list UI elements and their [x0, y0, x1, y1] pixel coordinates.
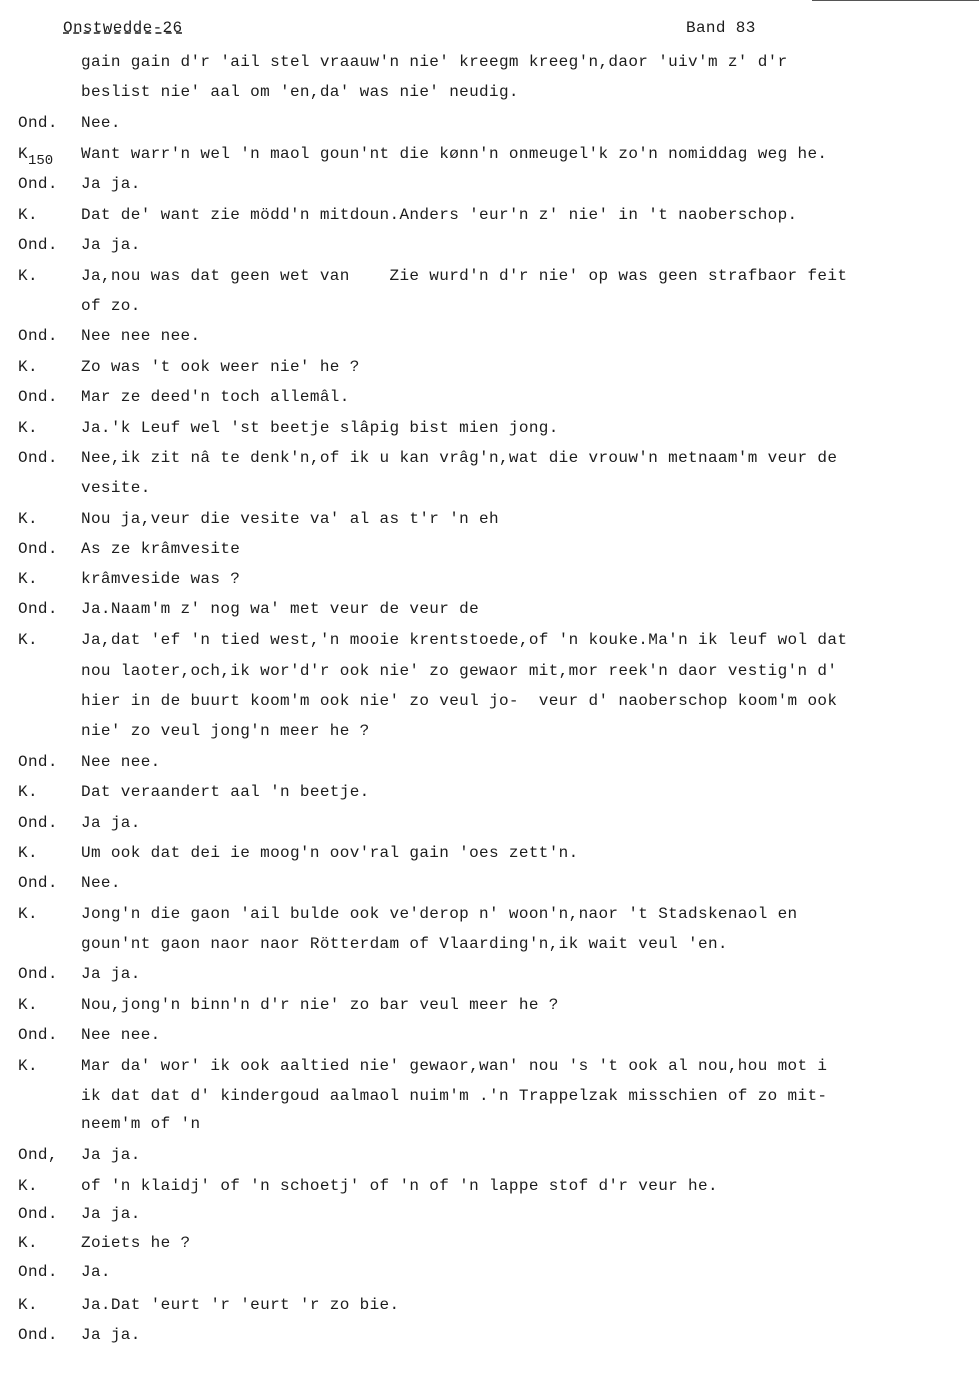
transcript-line	[0, 358, 979, 380]
speaker-label: Ond.	[18, 814, 58, 832]
transcript-line	[0, 510, 979, 532]
transcript-line	[0, 1177, 979, 1199]
transcript-line	[0, 1057, 979, 1079]
transcript-line	[0, 175, 979, 197]
transcript-line	[0, 114, 979, 136]
speaker-label: Ond.	[18, 600, 58, 618]
utterance-text: Dat veraandert aal 'n beetje.	[81, 783, 370, 801]
speaker-label: Ond.	[18, 449, 58, 467]
transcript-line	[0, 905, 979, 927]
utterance-text: nie' zo veul jong'n meer he ?	[81, 722, 370, 740]
transcript-line	[0, 1234, 979, 1256]
document-title: Onstwedde-26	[63, 19, 183, 37]
utterance-text: goun'nt gaon naor naor Rötterdam of Vlaarding'n,ik wait veul 'en.	[81, 935, 728, 953]
speaker-label: K.	[18, 1057, 38, 1075]
transcript-line	[0, 631, 979, 653]
speaker-label: K.	[18, 631, 38, 649]
utterance-text: Ja,nou was dat geen wet van Zie wurd'n d'r nie' op was geen strafbaor feit	[81, 267, 848, 285]
speaker-label: K.	[18, 1234, 38, 1252]
transcript-line	[0, 814, 979, 836]
utterance-text: nou laoter,och,ik wor'd'r ook nie' zo gewaor mit,mor reek'n daor vestig'n d'	[81, 662, 838, 680]
transcript-line	[0, 844, 979, 866]
utterance-text: krâmveside was ?	[81, 570, 241, 588]
utterance-text: Ja ja.	[81, 236, 141, 254]
speaker-label: K150	[18, 145, 54, 169]
transcript-line	[0, 53, 979, 75]
speaker-label: K.	[18, 206, 38, 224]
utterance-text: Zo was 't ook weer nie' he ?	[81, 358, 360, 376]
transcript-line	[0, 722, 979, 744]
speaker-label: Ond.	[18, 114, 58, 132]
speaker-label: Ond.	[18, 175, 58, 193]
utterance-text: Ja.	[81, 1263, 111, 1281]
speaker-label: K.	[18, 1177, 38, 1195]
utterance-text: Nee,ik zit nâ te denk'n,of ik u kan vrâg'n,wat die vrouw'n metnaam'm veur de	[81, 449, 838, 467]
transcript-line	[0, 996, 979, 1018]
transcript-line	[0, 1146, 979, 1168]
speaker-label: K.	[18, 905, 38, 923]
transcript-line	[0, 419, 979, 441]
transcript-line	[0, 1115, 979, 1137]
transcript-line	[0, 753, 979, 775]
transcript-line	[0, 236, 979, 258]
utterance-text: Ja ja.	[81, 965, 141, 983]
transcript-line	[0, 145, 979, 167]
speaker-label: Ond.	[18, 388, 58, 406]
transcript-line	[0, 874, 979, 896]
utterance-text: ik dat dat d' kindergoud aalmaol nuim'm .'n Trappelzak misschien of zo mit-	[81, 1087, 828, 1105]
transcript-line	[0, 662, 979, 684]
speaker-label: Ond.	[18, 1205, 58, 1223]
utterance-text: Ja,dat 'ef 'n tied west,'n mooie krentstoede,of 'n kouke.Ma'n ik leuf wol dat	[81, 631, 848, 649]
utterance-text: Nou ja,veur die vesite va' al as t'r 'n eh	[81, 510, 499, 528]
utterance-text: Ja ja.	[81, 814, 141, 832]
utterance-text: of 'n klaidj' of 'n schoetj' of 'n of 'n lappe stof d'r veur he.	[81, 1177, 718, 1195]
transcript-line	[0, 1326, 979, 1348]
transcript-line	[0, 83, 979, 105]
speaker-label: Ond.	[18, 1263, 58, 1281]
speaker-label: Ond.	[18, 753, 58, 771]
transcript-line	[0, 935, 979, 957]
speaker-label: Ond.	[18, 327, 58, 345]
utterance-text: Nee nee.	[81, 1026, 161, 1044]
utterance-text: Nee nee nee.	[81, 327, 201, 345]
band-number: Band 83	[686, 19, 756, 37]
speaker-label: K.	[18, 267, 38, 285]
speaker-label: K.	[18, 419, 38, 437]
speaker-label: K.	[18, 996, 38, 1014]
transcript-line	[0, 449, 979, 471]
transcript-line	[0, 1087, 979, 1109]
utterance-text: Ja ja.	[81, 175, 141, 193]
speaker-label: Ond,	[18, 1146, 58, 1164]
utterance-text: Nee nee.	[81, 753, 161, 771]
utterance-text: Want warr'n wel 'n maol goun'nt die kønn'n onmeugel'k zo'n nomiddag weg he.	[81, 145, 828, 163]
speaker-label: Ond.	[18, 965, 58, 983]
utterance-text: Ja.'k Leuf wel 'st beetje slâpig bist mien jong.	[81, 419, 559, 437]
speaker-label: Ond.	[18, 1326, 58, 1344]
utterance-text: Ja.Naam'm z' nog wa' met veur de veur de	[81, 600, 480, 618]
transcript-line	[0, 1296, 979, 1318]
top-rule	[812, 0, 979, 1]
line-number: 150	[27, 153, 54, 169]
utterance-text: of zo.	[81, 297, 141, 315]
speaker-label: Ond.	[18, 540, 58, 558]
utterance-text: Ja ja.	[81, 1326, 141, 1344]
utterance-text: Um ook dat dei ie moog'n oov'ral gain 'oes zett'n.	[81, 844, 579, 862]
transcript-line	[0, 1026, 979, 1048]
transcript-line	[0, 1205, 979, 1227]
transcript-line	[0, 692, 979, 714]
transcript-line	[0, 206, 979, 228]
transcript-line	[0, 540, 979, 562]
utterance-text: hier in de buurt koom'm ook nie' zo veul jo- veur d' naoberschop koom'm ook	[81, 692, 838, 710]
utterance-text: beslist nie' aal om 'en,da' was nie' neudig.	[81, 83, 519, 101]
utterance-text: Zoiets he ?	[81, 1234, 191, 1252]
utterance-text: vesite.	[81, 479, 151, 497]
speaker-label: K.	[18, 358, 38, 376]
utterance-text: neem'm of 'n	[81, 1115, 201, 1133]
utterance-text: Ja.Dat 'eurt 'r 'eurt 'r zo bie.	[81, 1296, 400, 1314]
utterance-text: Jong'n die gaon 'ail bulde ook ve'derop n' woon'n,naor 't Stadskenaol en	[81, 905, 798, 923]
transcript-line	[0, 388, 979, 410]
utterance-text: Nee.	[81, 874, 121, 892]
utterance-text: Nee.	[81, 114, 121, 132]
transcript-line	[0, 327, 979, 349]
utterance-text: Ja ja.	[81, 1146, 141, 1164]
transcript-line	[0, 600, 979, 622]
speaker-label: K.	[18, 570, 38, 588]
utterance-text: Mar ze deed'n toch allemâl.	[81, 388, 350, 406]
utterance-text: As ze krâmvesite	[81, 540, 241, 558]
speaker-label: Ond.	[18, 874, 58, 892]
transcript-line	[0, 479, 979, 501]
utterance-text: gain gain d'r 'ail stel vraauw'n nie' kreegm kreeg'n,daor 'uiv'm z' d'r	[81, 53, 788, 71]
speaker-label: K.	[18, 783, 38, 801]
speaker-label: K.	[18, 844, 38, 862]
speaker-label: Ond.	[18, 236, 58, 254]
transcript-line	[0, 267, 979, 289]
transcript-line	[0, 570, 979, 592]
utterance-text: Nou,jong'n binn'n d'r nie' zo bar veul meer he ?	[81, 996, 559, 1014]
utterance-text: Mar da' wor' ik ook aaltied nie' gewaor,wan' nou 's 't ook al nou,hou mot i	[81, 1057, 828, 1075]
speaker-label: K.	[18, 510, 38, 528]
transcript-line	[0, 297, 979, 319]
transcript-line	[0, 783, 979, 805]
transcript-line	[0, 1263, 979, 1285]
speaker-label: K.	[18, 1296, 38, 1314]
transcript-line	[0, 965, 979, 987]
speaker-label: Ond.	[18, 1026, 58, 1044]
utterance-text: Ja ja.	[81, 1205, 141, 1223]
utterance-text: Dat de' want zie mödd'n mitdoun.Anders 'eur'n z' nie' in 't naoberschop.	[81, 206, 798, 224]
